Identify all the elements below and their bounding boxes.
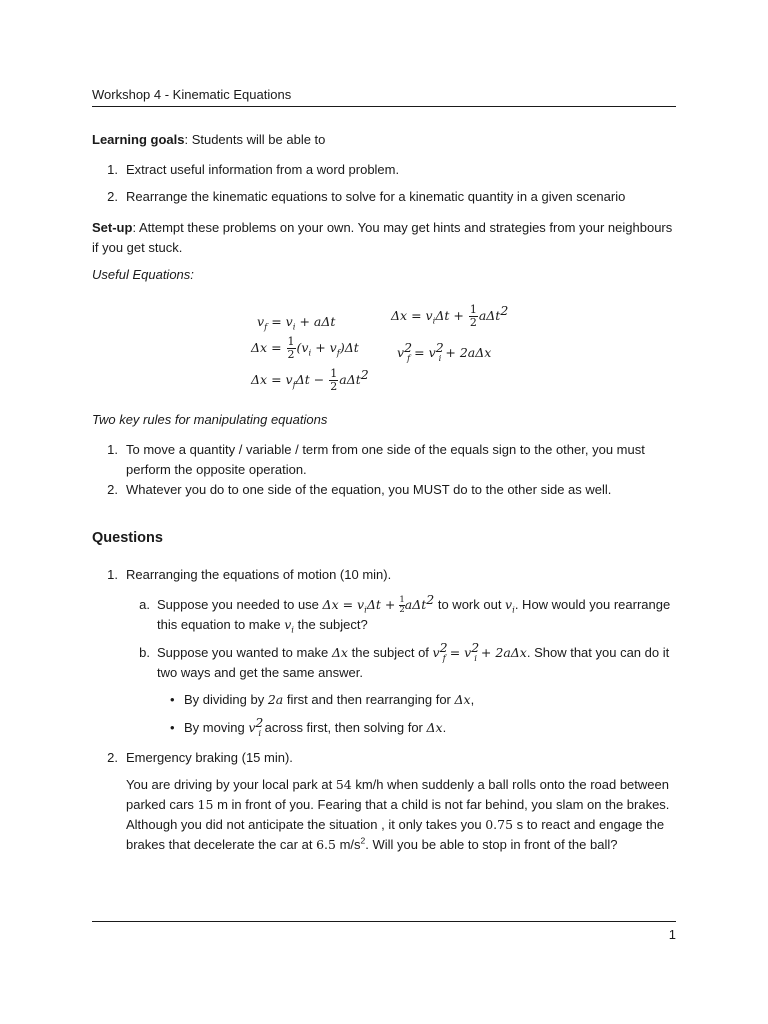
setup-line-1: : Attempt these problems on your own. You may get hints and strategies from your neighbours	[132, 220, 673, 235]
list-item-text: perform the opposite operation.	[126, 462, 307, 477]
page-number: 1	[668, 927, 676, 942]
equation-displacement-time: $\Delta x = v_i\Delta t$ + $\frac{1}{2}$ aΔt$^2$	[391, 302, 509, 329]
equations-block	[240, 300, 540, 404]
footer-divider	[92, 921, 676, 922]
list-item-number: 2.	[107, 482, 118, 497]
equation-average-velocity: Δx = $\frac{1}{2}$ $(v_i + v_f)\Delta t$	[251, 335, 359, 361]
subquestion-label: b.	[139, 645, 150, 660]
bullet-icon: •	[170, 720, 175, 735]
bullet-icon: •	[170, 692, 175, 707]
setup-line-2: if you get stuck.	[92, 240, 183, 255]
header-title: Workshop 4 - Kinematic Equations	[92, 87, 292, 102]
list-item-text: Extract useful information from a word problem.	[126, 162, 400, 177]
rules-heading: Two key rules for manipulating equations	[92, 412, 328, 427]
equation-final-velocity-displacement: $\Delta x = v_f\Delta t$ − $\frac{1}{2}$ aΔt$^2$	[251, 366, 369, 393]
question-title: Rearranging the equations of motion (10 min).	[126, 567, 392, 582]
learning-goals-intro-text: : Students will be able to	[184, 132, 326, 147]
useful-equations-heading: Useful Equations:	[92, 267, 194, 282]
list-item-number: 2.	[107, 189, 118, 204]
equation-velocity-time: $v_f = v_i + a\Delta t$	[257, 314, 336, 333]
equation-inline: $v^2_f = v^2_i + 2a\Delta x$	[432, 639, 527, 664]
question-title: Emergency braking (15 min).	[126, 750, 293, 765]
subquestion-label: a.	[139, 597, 150, 612]
page-header	[92, 86, 676, 107]
learning-goals-label: Learning goals	[92, 132, 185, 147]
question-number: 2.	[107, 750, 118, 765]
learning-goals-intro	[92, 130, 678, 150]
list-item-text: Whatever you do to one side of the equation, you MUST do to the other side as well.	[126, 482, 612, 497]
list-item-text: Rearrange the kinematic equations to solve for a kinematic quantity in a given scenario	[126, 189, 626, 204]
list-item-number: 1.	[107, 162, 118, 177]
setup-paragraph	[92, 218, 678, 258]
equation-inline: $\Delta x = v_i\Delta t$ + $\frac{1}{2}a\Delta t^2$	[322, 591, 435, 616]
equation-velocity-squared: $v^2_f = v^2_i + 2a\Delta x$	[397, 339, 492, 364]
list-item-text: To move a quantity / variable / term from one side of the equals sign to the other, you must	[126, 442, 645, 457]
questions-heading: Questions	[92, 530, 163, 546]
setup-label: Set-up	[92, 220, 133, 235]
question-number: 1.	[107, 567, 118, 582]
list-item-number: 1.	[107, 442, 118, 457]
